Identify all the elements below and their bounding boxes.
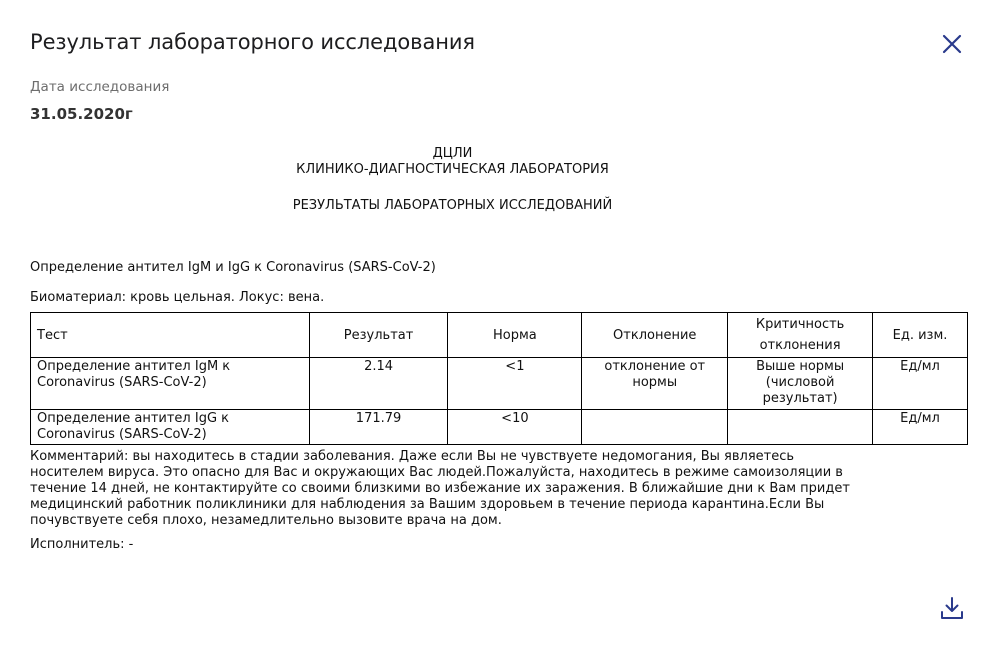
table-row xyxy=(31,410,968,445)
date-value: 31.05.2020г xyxy=(30,105,133,123)
report-lab: КЛИНИКО-ДИАГНОСТИЧЕСКАЯ ЛАБОРАТОРИЯ xyxy=(296,162,609,177)
date-label: Дата исследования xyxy=(30,79,170,95)
col-header-deviation: Отклонение xyxy=(582,313,728,358)
report-org: ДЦЛИ xyxy=(432,146,473,161)
download-button[interactable] xyxy=(938,594,966,622)
report-heading: РЕЗУЛЬТАТЫ ЛАБОРАТОРНЫХ ИССЛЕДОВАНИЙ xyxy=(292,198,613,213)
executor-text: Исполнитель: - xyxy=(30,537,134,552)
cell-unit: Ед/мл xyxy=(873,410,968,445)
table-row xyxy=(31,358,968,410)
test-name: Определение антител IgM и IgG к Coronavirus (SARS-CoV-2) xyxy=(30,260,436,275)
close-icon xyxy=(938,30,966,58)
cell-norm: <1 xyxy=(448,358,582,410)
modal-title: Результат лабораторного исследования xyxy=(30,30,475,54)
biomaterial: Биоматериал: кровь цельная. Локус: вена. xyxy=(30,290,325,305)
cell-deviation: отклонение от нормы xyxy=(582,358,728,410)
col-header-unit: Ед. изм. xyxy=(873,313,968,358)
comment-text: Комментарий: вы находитесь в стадии заболевания. Даже если Вы не чувствуете недомогания, Вы являетесь носителем вируса. Это опасно для Вас и окружающих Вас людей.Пожалуйста, находитесь в режиме самоизоляции в течение 14 дней, не контактируйте со своими близкими во избежание их заражения. В ближайшие дни к Вам придет медицинский работник поликлиники для наблюдения за Вашим здоровьем в течение периода карантина.Если Вы почувствуете себя плохо, незамедлительно вызовите врача на дом. xyxy=(30,449,850,528)
cell-criticality xyxy=(728,410,873,445)
cell-result: 2.14 xyxy=(309,358,448,410)
col-header-test: Тест xyxy=(31,313,310,358)
cell-result: 171.79 xyxy=(309,410,448,445)
cell-test: Определение антител IgM к Coronavirus (SARS-CoV-2) xyxy=(31,358,310,410)
col-header-result: Результат xyxy=(309,313,448,358)
cell-deviation xyxy=(582,410,728,445)
cell-test: Определение антител IgG к Coronavirus (SARS-CoV-2) xyxy=(31,410,310,445)
cell-criticality: Выше нормы (числовой результат) xyxy=(728,358,873,410)
col-header-criticality: Критичность отклонения xyxy=(728,313,873,358)
close-button[interactable] xyxy=(938,30,966,58)
cell-unit: Ед/мл xyxy=(873,358,968,410)
results-table xyxy=(30,312,968,445)
table-header-row xyxy=(31,313,968,358)
cell-norm: <10 xyxy=(448,410,582,445)
download-icon xyxy=(938,594,966,622)
col-header-norm: Норма xyxy=(448,313,582,358)
